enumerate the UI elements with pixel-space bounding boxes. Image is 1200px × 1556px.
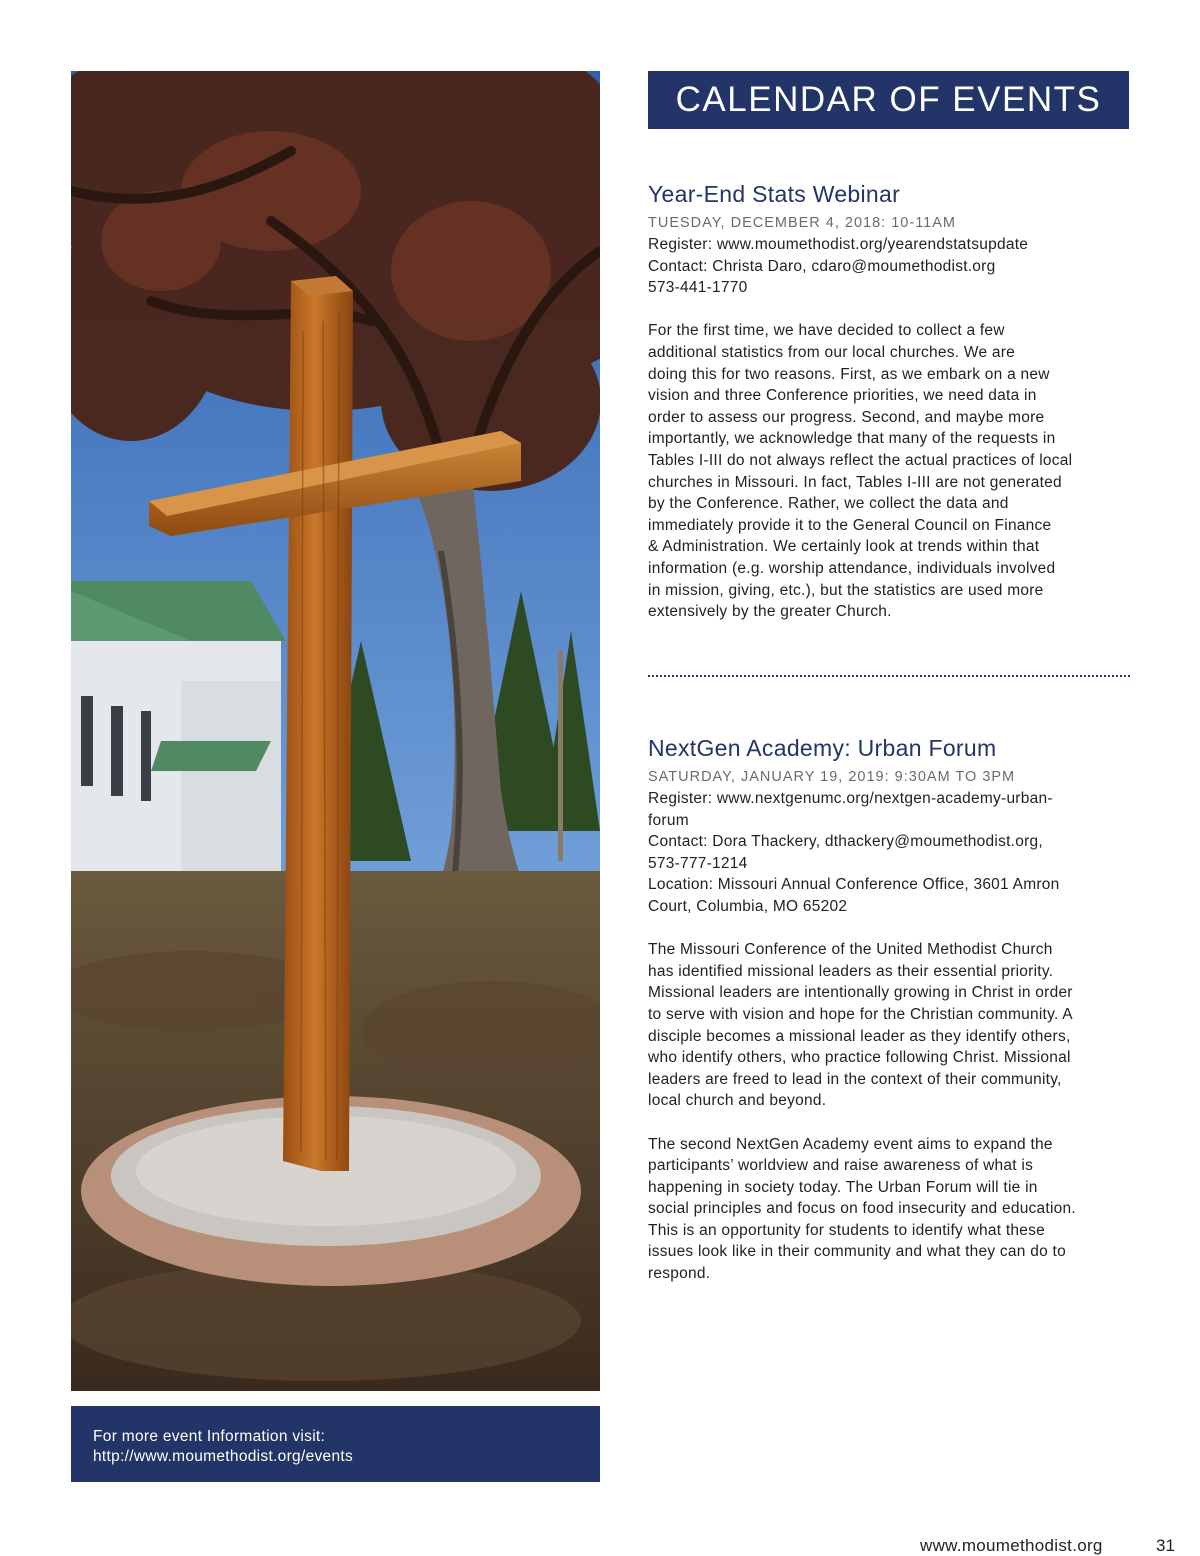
event-year-end-stats [648,180,1138,623]
text-line: happening in society today. The Urban Forum will tie in [648,1178,1038,1196]
text-line: importantly, we acknowledge that many of the requests in [648,430,1056,448]
event-location: Location: Missouri Annual Conference Office, 3601 Amron [648,876,1060,894]
event-contact[interactable]: Contact: Christa Daro, cdaro@moumethodist.org [648,257,996,275]
text-line: local church and beyond. [648,1092,827,1110]
wooden-cross-photo [71,71,600,1391]
event-contact[interactable]: Contact: Dora Thackery, dthackery@moumethodist.org, [648,833,1043,851]
text-line: additional statistics from our local churches. We are [648,343,1016,361]
event-date: TUESDAY, DECEMBER 4, 2018: 10-11AM [648,215,956,231]
event-nextgen-academy [648,734,1138,1285]
event-register-link-cont[interactable]: forum [648,811,689,829]
text-line: in mission, giving, etc.), but the statistics are used more [648,581,1044,599]
event-date: SATURDAY, JANUARY 19, 2019: 9:30AM TO 3PM [648,769,1016,785]
text-line: social principles and focus on food insecurity and education. [648,1200,1076,1218]
text-line: respond. [648,1265,711,1283]
event-phone: 573-777-1214 [648,854,748,872]
section-divider [648,675,1130,677]
text-line: issues look like in their community and what they can do to [648,1243,1066,1261]
page-title: CALENDAR OF EVENTS [648,71,1129,129]
event-location-cont: Court, Columbia, MO 65202 [648,897,848,915]
event-title: Year-End Stats Webinar [648,181,901,207]
text-line: The second NextGen Academy event aims to expand the [648,1135,1053,1153]
text-line: who identify others, who practice following Christ. Missional [648,1049,1071,1067]
text-line: leaders are freed to lead in the context of their community, [648,1070,1062,1088]
more-info-text: For more event Information visit: [93,1428,326,1445]
text-line: immediately provide it to the General Council on Finance [648,516,1052,534]
event-description-2 [648,1134,1138,1285]
text-line: For the first time, we have decided to collect a few [648,322,1005,340]
text-line: extensively by the greater Church. [648,603,892,621]
text-line: vision and three Conference priorities, we need data in [648,387,1037,405]
text-line: Missional leaders are intentionally growing in Christ in order [648,984,1073,1002]
events-url-link[interactable]: http://www.moumethodist.org/events [93,1448,354,1465]
footer-website[interactable]: www.moumethodist.org [920,1536,1103,1555]
text-line: to serve with vision and hope for the Christian community. A [648,1005,1073,1023]
text-line: participants’ worldview and raise awareness of what is [648,1157,1034,1175]
more-info-box [71,1406,600,1482]
event-description [648,320,1138,622]
text-line: has identified missional leaders as their essential priority. [648,962,1054,980]
page-number: 31 [1156,1536,1175,1555]
event-description [648,939,1138,1112]
text-line: The Missouri Conference of the United Methodist Church [648,941,1053,959]
text-line: order to assess our progress. Second, and maybe more [648,408,1045,426]
event-register-link[interactable]: Register: www.nextgenumc.org/nextgen-academy-urban- [648,790,1053,807]
event-register-link[interactable]: Register: www.moumethodist.org/yearendstatsupdate [648,236,1029,253]
text-line: by the Conference. Rather, we collect the data and [648,495,1009,513]
event-phone: 573-441-1770 [648,279,748,297]
text-line: This is an opportunity for students to identify what these [648,1221,1046,1239]
text-line: Tables I-III do not always reflect the actual practices of local [648,451,1073,469]
text-line: disciple becomes a missional leader as they identify others, [648,1027,1071,1045]
event-title: NextGen Academy: Urban Forum [648,735,997,761]
text-line: churches in Missouri. In fact, Tables I-III are not generated [648,473,1062,491]
text-line: & Administration. We certainly look at trends within that [648,538,1040,556]
text-line: doing this for two reasons. First, as we embark on a new [648,365,1050,383]
text-line: information (e.g. worship attendance, individuals involved [648,559,1056,577]
